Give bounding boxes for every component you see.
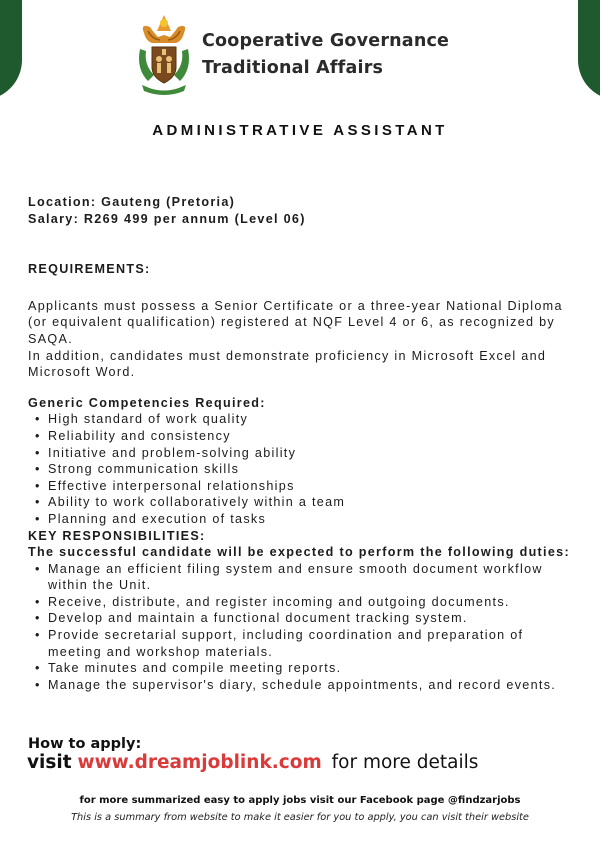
job-title: ADMINISTRATIVE ASSISTANT — [152, 122, 448, 139]
requirements-heading: REQUIREMENTS: — [28, 262, 151, 277]
apply-suffix: for more details — [331, 752, 479, 773]
how-to-apply-heading: How to apply: — [28, 736, 142, 752]
corner-decoration-right — [578, 0, 600, 100]
requirements-paragraph-2: In addition, candidates must demonstrate proficiency in Microsoft Excel and Microsoft Word. — [28, 348, 547, 380]
list-item: • Effective interpersonal relationships — [48, 478, 576, 495]
list-item: • Initiative and problem-solving ability — [48, 445, 576, 462]
list-item: • Receive, distribute, and register incoming and outgoing documents. — [48, 594, 576, 611]
competencies-list — [28, 411, 576, 527]
responsibilities-intro: The successful candidate will be expected to perform the following duties: — [28, 545, 570, 560]
footer-facebook-note: for more summarized easy to apply jobs visit our Facebook page @findzarjobs — [79, 795, 521, 806]
list-item: • Ability to work collaboratively within a team — [48, 494, 576, 511]
coat-of-arms-icon — [132, 13, 196, 97]
corner-decoration-left — [0, 0, 22, 100]
list-item: • Manage the supervisor's diary, schedule appointments, and record events. — [48, 677, 576, 694]
list-item: • High standard of work quality — [48, 411, 576, 428]
list-item: • Planning and execution of tasks — [48, 511, 576, 528]
apply-instruction — [27, 752, 478, 773]
responsibilities-heading: KEY RESPONSIBILITIES: — [28, 528, 206, 543]
department-name-line2: Traditional Affairs — [202, 58, 384, 78]
salary: Salary: R269 499 per annum (Level 06) — [28, 211, 306, 226]
apply-link[interactable]: www.dreamjoblink.com — [77, 752, 322, 773]
list-item: • Provide secretarial support, including coordination and preparation of meeting and workshop materials. — [48, 627, 576, 660]
job-details — [28, 194, 576, 693]
list-item: • Manage an efficient filing system and ensure smooth document workflow within the Unit. — [48, 561, 576, 594]
visit-word: visit — [27, 752, 72, 773]
requirements-paragraph-1: Applicants must possess a Senior Certificate or a three-year National Diploma (or equivalent qualification) registered at NQF Level 4 or 6, as recognized by SAQA. — [28, 298, 563, 346]
list-item: • Reliability and consistency — [48, 428, 576, 445]
list-item: • Develop and maintain a functional document tracking system. — [48, 610, 576, 627]
footer-disclaimer: This is a summary from website to make it easier for you to apply, you can visit their website — [71, 812, 529, 823]
department-header — [132, 12, 449, 98]
responsibilities-list — [28, 561, 576, 694]
department-name-line1: Cooperative Governance — [202, 31, 450, 51]
list-item: • Strong communication skills — [48, 461, 576, 478]
list-item: • Take minutes and compile meeting reports. — [48, 660, 576, 677]
location: Location: Gauteng (Pretoria) — [28, 195, 236, 209]
competencies-heading: Generic Competencies Required: — [28, 395, 266, 410]
